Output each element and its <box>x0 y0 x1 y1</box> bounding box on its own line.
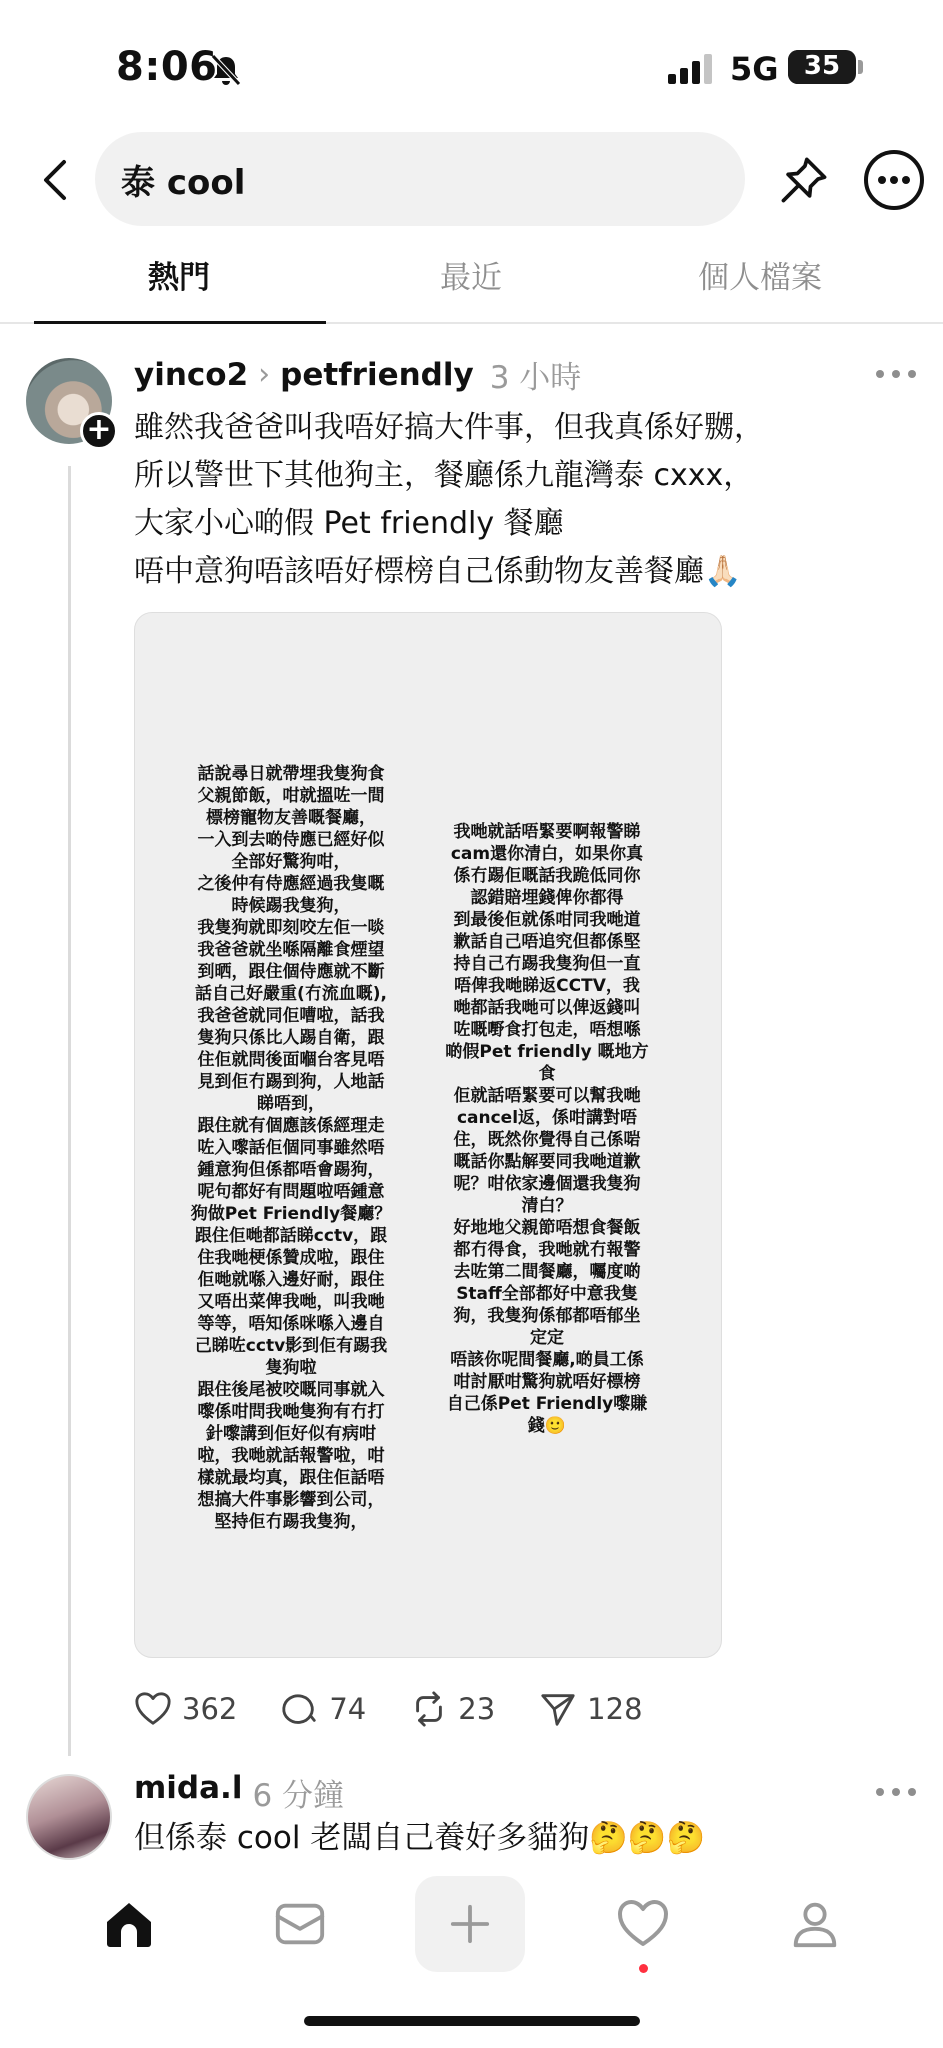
post-line: 唔中意狗唔該唔好標榜自己係動物友善餐廳🙏🏻 <box>134 554 742 589</box>
heart-icon <box>134 1690 172 1728</box>
post-image[interactable] <box>134 612 722 1658</box>
search-query[interactable]: 泰 cool <box>121 162 246 203</box>
heart-icon <box>615 1896 671 1952</box>
comment-count: 74 <box>329 1692 367 1726</box>
post-line: 所以警世下其他狗主，餐廳係九龍灣泰 cxxx， <box>134 458 754 493</box>
post-community[interactable]: petfriendly <box>280 356 474 393</box>
post-line: 大家小心啲假 Pet friendly 餐廳 <box>134 506 564 541</box>
nav-profile[interactable] <box>760 1876 870 1972</box>
like-count: 362 <box>182 1692 238 1726</box>
send-icon <box>539 1690 577 1728</box>
nav-activity[interactable] <box>588 1876 698 1972</box>
battery-tip <box>858 60 863 74</box>
comment-meta <box>134 1770 344 1815</box>
post-body <box>134 404 924 596</box>
comment-avatar[interactable] <box>26 1774 112 1860</box>
tab-profiles[interactable]: 個人檔案 <box>698 260 822 296</box>
image-text-left: 話說尋日就帶埋我隻狗食 父親節飯，咁就搵咗一間 標榜寵物友善嘅餐廳， 一入到去啲侍應已經好似 全部好驚狗咁， 之後仲有侍應經過我隻嘅 時候踢我隻狗， 我隻狗就即刻咬左佢一啖 我爸爸就坐喺隔離食煙望 到晒，跟住個侍應就不斷 話自己好嚴重(冇流血嘅), 我爸爸就同佢嘈啦，話我 隻狗只係比人踢自衛，跟 住佢就問後面嗰台客見唔 見到佢冇踢到狗，人地話 睇唔到， 跟住就有個應該係經理走 咗入嚟話佢個同事雖然唔 鍾意狗但係都唔會踢狗， 呢句都好有問題啦唔鍾意 狗做Pet Friendly餐廳？ 跟住佢哋都話睇cctv，跟 住我哋梗係贊成啦，跟住 佢哋就喺入邊好耐，跟住 又唔出菜俾我哋，叫我哋 等等，唔知係咪喺入邊自 己睇咗cctv影到佢有踢我 隻狗啦 跟住後尾被咬嘅同事就入 嚟係咁問我哋隻狗有冇打 針嚟講到佢好似有病咁 啦，我哋就話報警啦，咁 樣就最均真，跟住佢話唔 想搞大件事影響到公司， 堅持佢冇踢我隻狗， <box>190 764 392 1532</box>
comment-time: 6 分鐘 <box>252 1778 345 1814</box>
comment-button[interactable] <box>281 1690 366 1728</box>
chevron-right-icon: › <box>258 357 271 392</box>
tab-recent[interactable]: 最近 <box>440 260 502 296</box>
image-text-right: 我哋就話唔緊要啊報警睇 cam還你清白，如果你真 係冇踢佢嘅話我跪低同你 認錯賠埋錢俾你都得 到最後佢就係咁同我哋道 歉話自己唔追究但都係堅 持自己冇踢我隻狗但一直 唔俾我哋睇返CCTV，我 哋都話我哋可以俾返錢叫 咗嘅嘢食打包走，唔想喺 啲假Pet friendly 嘅地方 食 佢就話唔緊要可以幫我哋 cancel返，係咁講對唔 住，既然你覺得自己係啱 嘅話你點解要同我哋道歉 呢？咁依家邊個還我隻狗 清白？ 好地地父親節唔想食餐飯 都冇得食，我哋就冇報警 去咗第二間餐廳，囑度啲 Staff全部都好中意我隻 狗，我隻狗係郁都唔郁坐 定定 唔該你呢間餐廳,啲員工係 咁討厭咁驚狗就唔好標榜 自己係Pet Friendly嚟賺 錢🙂 <box>445 822 649 1436</box>
post-time: 3 小時 <box>489 360 582 396</box>
inbox-icon <box>273 1897 327 1951</box>
active-tab-indicator <box>34 321 326 324</box>
nav-inbox[interactable] <box>245 1876 355 1972</box>
repost-count: 23 <box>458 1692 496 1726</box>
like-button[interactable] <box>134 1690 237 1728</box>
comment-more-icon[interactable] <box>876 1786 916 1798</box>
ellipsis-icon <box>878 174 910 186</box>
status-time: 8:06 <box>116 44 218 90</box>
share-count: 128 <box>587 1692 643 1726</box>
home-icon <box>101 1896 157 1952</box>
chevron-left-icon <box>40 158 70 202</box>
back-button[interactable] <box>30 150 80 210</box>
tab-hot[interactable]: 熱門 <box>148 260 210 296</box>
battery-icon <box>788 50 856 84</box>
search-field[interactable] <box>95 132 745 226</box>
bottom-nav <box>0 1876 943 1986</box>
share-button[interactable] <box>539 1690 642 1728</box>
repost-icon <box>410 1690 448 1728</box>
post-actions <box>134 1684 687 1734</box>
post-author[interactable]: yinco2 <box>134 356 249 393</box>
follow-plus-icon[interactable]: + <box>80 412 118 450</box>
bell-muted-icon <box>208 52 244 88</box>
profile-icon <box>788 1897 842 1951</box>
comment-author[interactable]: mida.l <box>134 1770 243 1806</box>
nav-create[interactable] <box>415 1876 525 1972</box>
nav-home[interactable] <box>74 1876 184 1972</box>
post-more-icon[interactable] <box>876 368 916 380</box>
battery-percent: 35 <box>803 51 841 81</box>
comment-icon <box>281 1690 319 1728</box>
thread-line <box>68 466 71 1756</box>
post-line: 雖然我爸爸叫我唔好搞大件事，但我真係好嬲， <box>134 410 764 445</box>
more-options-button[interactable] <box>864 150 924 210</box>
comment-text: 但係泰 cool 老闆自己養好多貓狗🤔🤔🤔 <box>134 1820 706 1856</box>
home-indicator <box>304 2016 640 2026</box>
tab-bar <box>0 246 943 324</box>
signal-icon <box>668 54 716 84</box>
notification-dot <box>639 1964 648 1973</box>
post-meta <box>134 352 581 397</box>
status-bar <box>0 0 943 130</box>
repost-button[interactable] <box>410 1690 495 1728</box>
network-type: 5G <box>730 50 779 88</box>
pin-button[interactable] <box>772 148 836 212</box>
pin-icon <box>776 152 832 208</box>
plus-icon <box>449 1903 491 1945</box>
